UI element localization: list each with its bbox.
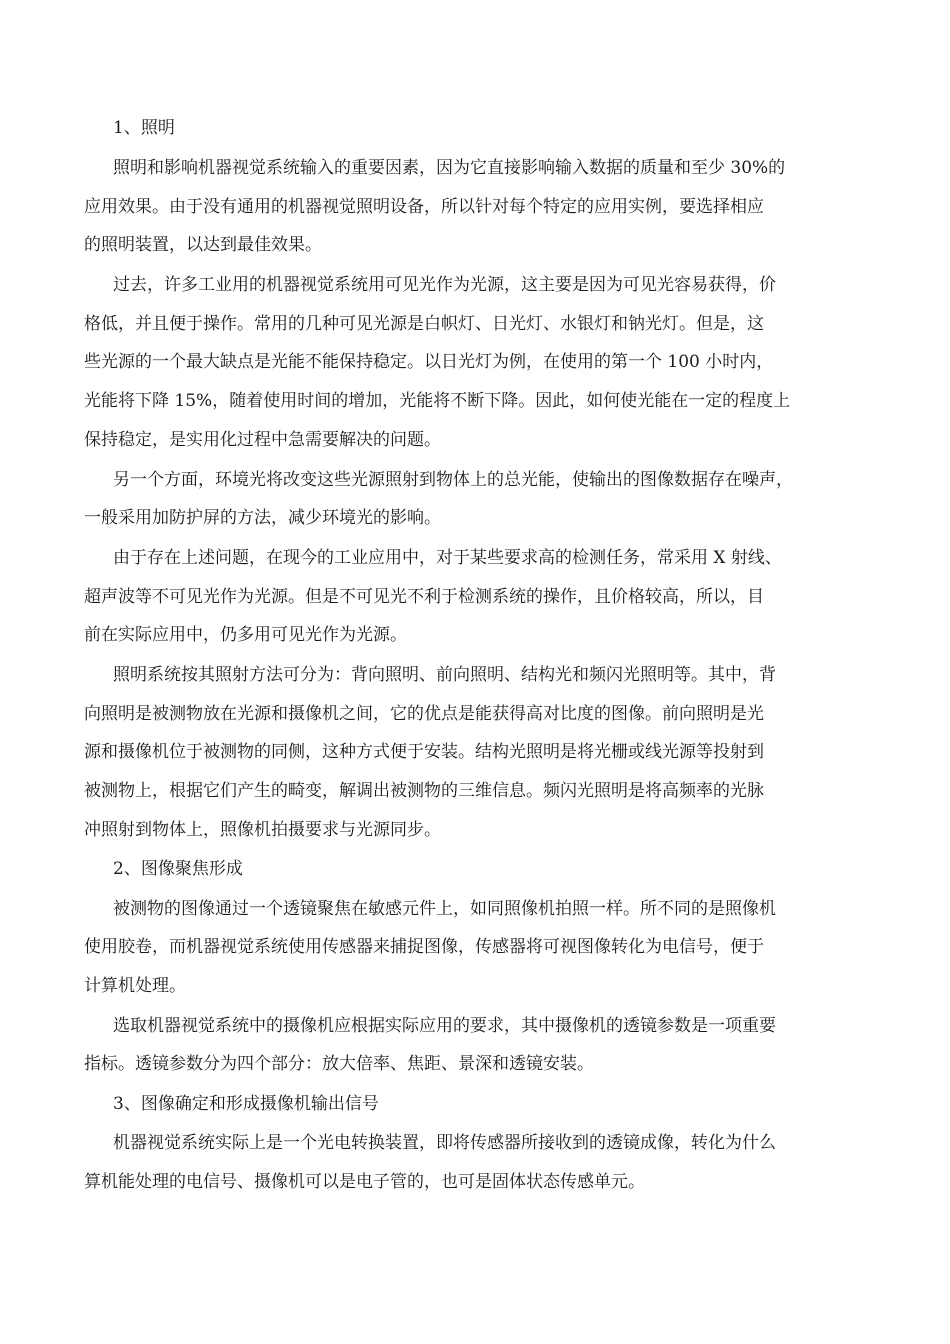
text-line: 被测物的图像通过一个透镜聚焦在敏感元件上，如同照像机拍照一样。所不同的是照像机 [113, 899, 776, 919]
text-line: 的照明装置，以达到最佳效果。 [84, 235, 322, 255]
text-line: 保持稳定，是实用化过程中急需要解决的问题。 [84, 430, 441, 450]
text-line: 超声波等不可见光作为光源。但是不可见光不利于检测系统的操作，且价格较高，所以，目 [84, 587, 764, 607]
heading-image-focusing: 2、图像聚焦形成 [113, 859, 243, 879]
text-line: 算机能处理的电信号、摄像机可以是电子管的，也可是固体状态传感单元。 [84, 1172, 645, 1192]
text-line: 照明系统按其照射方法可分为：背向照明、前向照明、结构光和频闪光照明等。其中，背 [113, 665, 776, 685]
heading-lighting: 1、照明 [113, 118, 175, 138]
text-line: 源和摄像机位于被测物的同侧，这种方式便于安装。结构光照明是将光栅或线光源等投射到 [84, 742, 764, 762]
text-line: 另一个方面，环境光将改变这些光源照射到物体上的总光能，使输出的图像数据存在噪声， [113, 470, 793, 490]
text-line: 由于存在上述问题，在现今的工业应用中，对于某些要求高的检测任务，常采用 X 射线、 [113, 548, 782, 568]
text-line: 被测物上，根据它们产生的畸变，解调出被测物的三维信息。频闪光照明是将高频率的光脉 [84, 781, 764, 801]
text-line: 机器视觉系统实际上是一个光电转换装置，即将传感器所接收到的透镜成像，转化为什么 [113, 1133, 776, 1153]
text-line: 选取机器视觉系统中的摄像机应根据实际应用的要求，其中摄像机的透镜参数是一项重要 [113, 1016, 776, 1036]
text-line: 些光源的一个最大缺点是光能不能保持稳定。以日光灯为例，在使用的第一个 100 小时内， [84, 352, 774, 372]
text-line: 冲照射到物体上，照像机拍摄要求与光源同步。 [84, 820, 441, 840]
text-line: 照明和影响机器视觉系统输入的重要因素，因为它直接影响输入数据的质量和至少 30%的 [113, 158, 786, 178]
text-line: 过去，许多工业用的机器视觉系统用可见光作为光源，这主要是因为可见光容易获得，价 [113, 275, 776, 295]
text-line: 格低，并且便于操作。常用的几种可见光源是白帜灯、日光灯、水银灯和钠光灯。但是，这 [84, 314, 764, 334]
text-line: 应用效果。由于没有通用的机器视觉照明设备，所以针对每个特定的应用实例，要选择相应 [84, 197, 764, 217]
text-line: 计算机处理。 [84, 976, 186, 996]
text-line: 一般采用加防护屏的方法，减少环境光的影响。 [84, 508, 441, 528]
heading-image-output-signal: 3、图像确定和形成摄像机输出信号 [113, 1094, 379, 1114]
text-line: 向照明是被测物放在光源和摄像机之间，它的优点是能获得高对比度的图像。前向照明是光 [84, 704, 764, 724]
text-line: 指标。透镜参数分为四个部分：放大倍率、焦距、景深和透镜安装。 [84, 1054, 594, 1074]
text-line: 使用胶卷，而机器视觉系统使用传感器来捕捉图像，传感器将可视图像转化为电信号，便于 [84, 937, 764, 957]
text-line: 前在实际应用中，仍多用可见光作为光源。 [84, 625, 407, 645]
text-line: 光能将下降 15%，随着使用时间的增加，光能将不断下降。因此，如何使光能在一定的程度上 [84, 391, 791, 411]
